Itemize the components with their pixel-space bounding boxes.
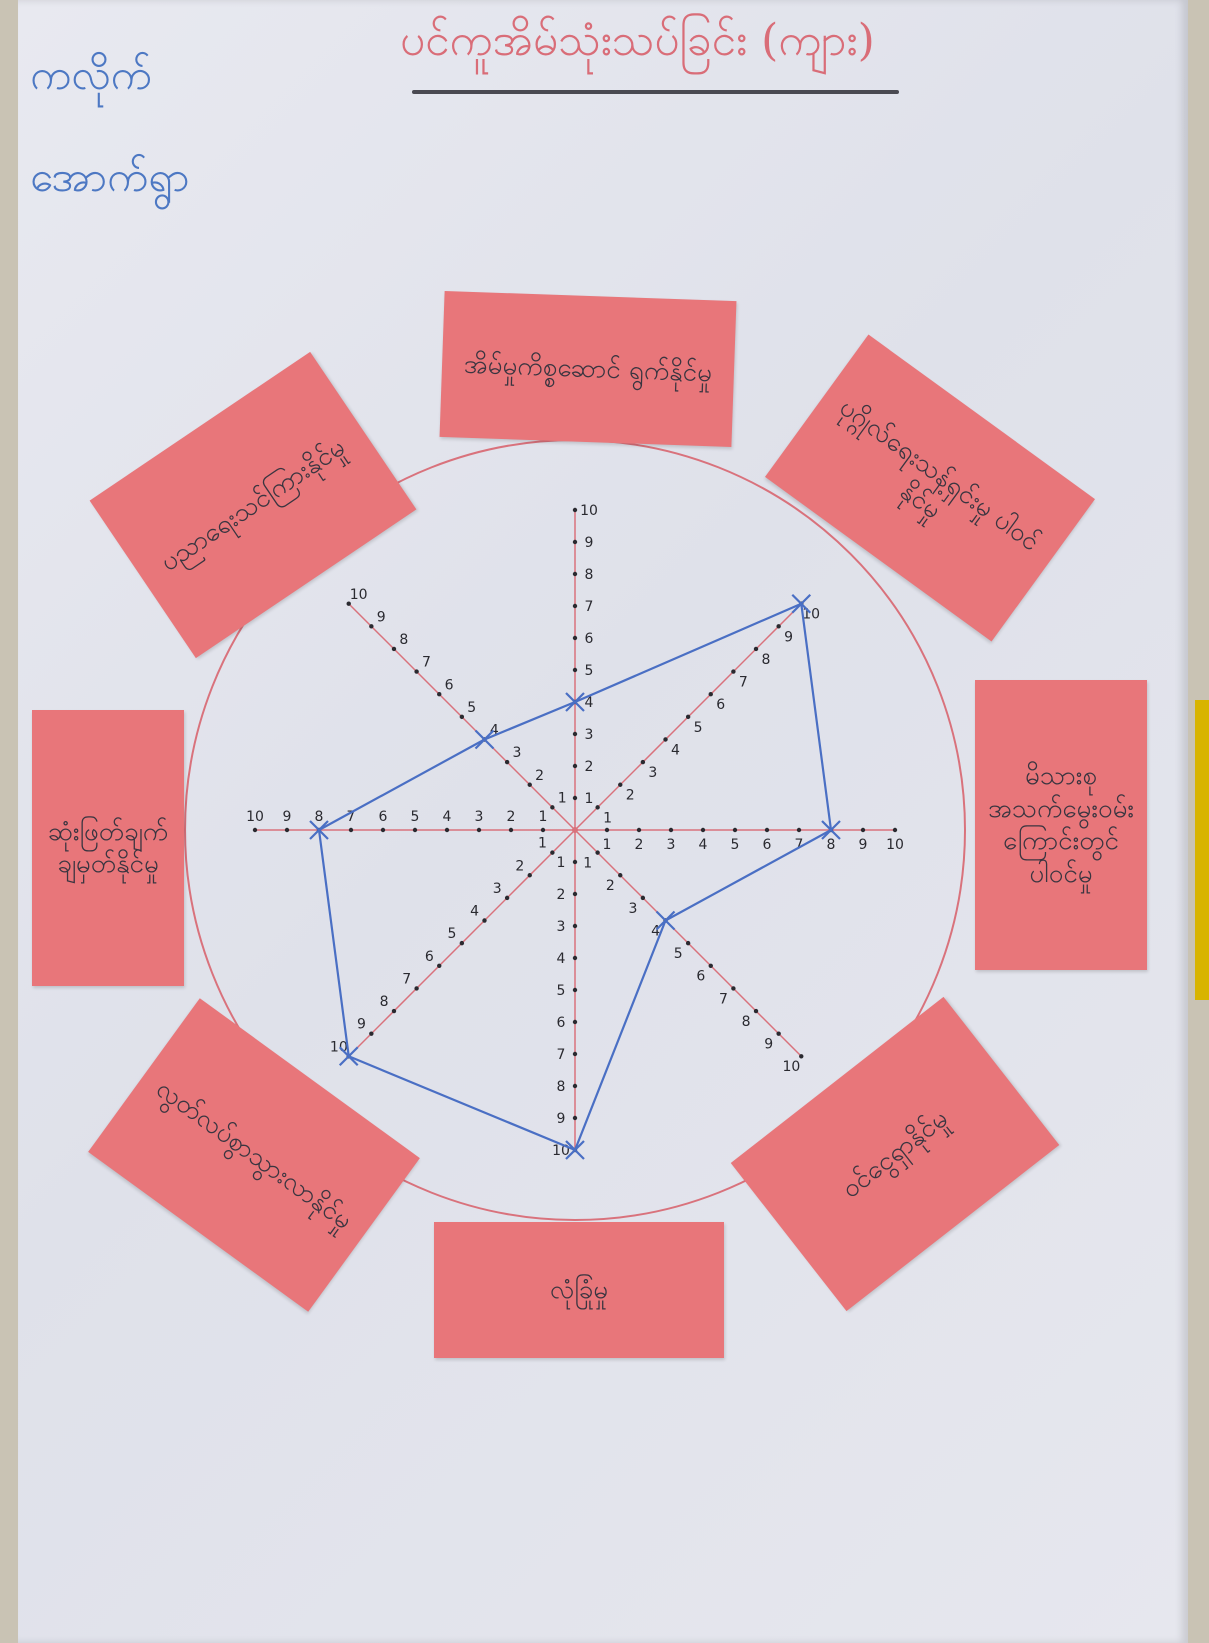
tick-mark (505, 896, 509, 900)
axis-label-text: မိသားစုအသက်မွေးဝမ်းကြောင်းတွင် ပါဝင်မှု (987, 761, 1135, 889)
tick-label: 1 (583, 855, 593, 872)
tick-label: 6 (584, 631, 594, 647)
tick-mark (776, 624, 780, 628)
tick-mark (709, 692, 713, 696)
tick-label: 2 (634, 837, 644, 853)
axis-label-card-3 (975, 680, 1147, 970)
tick-mark (392, 1009, 396, 1013)
tick-mark (686, 941, 690, 945)
tick-label: 7 (402, 971, 412, 988)
tick-label: 8 (761, 651, 771, 668)
tick-mark (573, 796, 577, 800)
tick-label: 7 (584, 599, 594, 615)
tick-label: 1 (602, 837, 612, 853)
tick-mark (460, 941, 464, 945)
tick-mark (893, 828, 897, 832)
tick-mark (573, 1052, 577, 1056)
tick-mark (776, 1031, 780, 1035)
tick-mark (445, 828, 449, 832)
tick-label: 2 (515, 858, 525, 875)
tick-label: 4 (651, 923, 661, 940)
tick-label: 10 (802, 606, 821, 623)
tick-mark (754, 1009, 758, 1013)
tick-label: 9 (584, 535, 594, 551)
tick-label: 2 (625, 787, 635, 804)
tick-label: 1 (538, 835, 547, 852)
tick-mark (595, 805, 599, 809)
corner-text-line-2: အောက်ရွာ (30, 152, 190, 201)
tick-mark (573, 956, 577, 960)
tick-mark (413, 828, 417, 832)
tick-label: 6 (556, 1015, 566, 1031)
tick-label: 5 (447, 926, 457, 943)
tick-label: 6 (762, 837, 772, 853)
tick-label: 3 (584, 727, 594, 743)
axis-label-text: ဆုံးဖြတ်ချက်ချမှတ်နိုင်မှု (47, 816, 169, 879)
tick-mark (573, 1020, 577, 1024)
tick-label: 5 (410, 809, 420, 825)
tick-label: 10 (580, 503, 598, 519)
tick-label: 8 (556, 1079, 566, 1095)
axis-label-text: ပုဂ္ဂိုလ်ရေးသန့်ရှင်းမှု ပါဝင်နိုင်မှု (834, 392, 1046, 558)
tick-mark (369, 624, 373, 628)
tick-mark (765, 828, 769, 832)
tick-label: 9 (556, 1111, 566, 1127)
tick-label: 8 (399, 632, 409, 649)
tick-mark (509, 828, 513, 832)
tick-label: 1 (538, 809, 548, 825)
axis-label-text: ပညာရေးသင်ကြားနိုင်မှု (155, 432, 351, 578)
tick-label: 4 (698, 837, 708, 853)
tick-mark (573, 924, 577, 928)
tick-mark (505, 760, 509, 764)
tick-mark (573, 636, 577, 640)
tick-label: 6 (424, 948, 434, 965)
tick-mark (550, 805, 554, 809)
tick-mark (797, 828, 801, 832)
tick-mark (550, 850, 554, 854)
tick-mark (414, 986, 418, 990)
tick-mark (528, 783, 532, 787)
tick-mark (253, 828, 257, 832)
tick-label: 9 (764, 1036, 774, 1053)
tick-label: 2 (556, 887, 566, 903)
tick-label: 9 (376, 609, 386, 626)
tick-mark (392, 647, 396, 651)
tick-label: 2 (506, 809, 516, 825)
tick-mark (573, 604, 577, 608)
tick-label: 10 (886, 837, 904, 853)
tick-mark (641, 896, 645, 900)
data-point-8 (475, 730, 493, 748)
tick-mark (477, 828, 481, 832)
tick-mark (414, 669, 418, 673)
tick-mark (663, 737, 667, 741)
tick-label: 5 (693, 719, 703, 736)
tick-label: 7 (422, 654, 431, 671)
tick-label: 4 (556, 951, 566, 967)
tick-label: 9 (858, 837, 868, 853)
tick-mark (573, 1084, 577, 1088)
tick-mark (573, 1116, 577, 1120)
tick-label: 7 (738, 674, 748, 691)
tick-label: 7 (719, 991, 728, 1008)
tick-label: 3 (492, 880, 502, 897)
tick-mark (482, 918, 486, 922)
tick-mark (573, 572, 577, 576)
tick-label: 8 (826, 837, 836, 853)
tick-label: 1 (556, 855, 566, 871)
tick-mark (701, 828, 705, 832)
tick-label: 9 (356, 1016, 366, 1033)
tick-label: 3 (556, 919, 566, 935)
tick-mark (573, 764, 577, 768)
tick-mark (381, 828, 385, 832)
tick-label: 2 (584, 759, 594, 775)
data-point-4 (657, 912, 675, 930)
tick-label: 9 (784, 629, 794, 646)
tick-mark (669, 828, 673, 832)
axis-label-card-1 (440, 291, 737, 447)
tick-label: 6 (716, 697, 726, 714)
tick-label: 1 (603, 810, 612, 827)
tick-mark (528, 873, 532, 877)
axis-label-card-7 (32, 710, 184, 986)
tick-mark (285, 828, 289, 832)
tick-label: 10 (329, 1039, 348, 1056)
tick-label: 5 (730, 837, 740, 853)
tick-label: 3 (648, 765, 658, 782)
axis-label-text: ဝင်ငွေရှာနိုင်မှု (836, 1103, 954, 1205)
tick-label: 10 (782, 1059, 801, 1076)
tick-mark (369, 1031, 373, 1035)
tick-label: 4 (489, 722, 499, 739)
tick-label: 4 (470, 903, 480, 920)
tick-label: 1 (557, 790, 567, 807)
tick-mark (861, 828, 865, 832)
tick-mark (641, 760, 645, 764)
tick-mark (618, 873, 622, 877)
axis-label-text: လွတ်လပ်စွာသွားလာနိုင်မှု (150, 1073, 358, 1236)
tick-label: 3 (512, 745, 522, 762)
tick-label: 5 (467, 699, 477, 716)
tick-mark (731, 986, 735, 990)
axis-label-text: လုံခြုံမှု (549, 1274, 609, 1305)
tick-mark (573, 668, 577, 672)
tick-mark (573, 892, 577, 896)
tick-label: 6 (696, 968, 706, 985)
tick-label: 7 (556, 1047, 566, 1063)
tick-mark (573, 988, 577, 992)
tick-label: 10 (349, 586, 368, 603)
tick-label: 10 (246, 809, 264, 825)
tick-mark (573, 540, 577, 544)
tick-mark (595, 850, 599, 854)
tick-label: 8 (741, 1013, 751, 1030)
tick-label: 5 (673, 946, 683, 963)
tick-mark (686, 715, 690, 719)
tick-mark (437, 692, 441, 696)
tick-mark (605, 828, 609, 832)
tick-mark (709, 964, 713, 968)
tick-mark (637, 828, 641, 832)
tick-mark (573, 860, 577, 864)
tick-mark (754, 647, 758, 651)
tick-label: 3 (666, 837, 676, 853)
tick-label: 5 (584, 663, 594, 679)
tick-mark (618, 783, 622, 787)
tick-label: 8 (584, 567, 594, 583)
tick-label: 4 (442, 809, 452, 825)
tick-label: 6 (444, 677, 454, 694)
corner-text-line-1: ကလိုက် (30, 50, 152, 99)
tick-label: 8 (379, 994, 389, 1011)
tick-label: 2 (605, 878, 615, 895)
tick-label: 10 (552, 1143, 570, 1159)
tick-mark (541, 828, 545, 832)
tick-mark (460, 715, 464, 719)
axis-label-card-5 (434, 1222, 724, 1358)
tick-label: 3 (628, 900, 638, 917)
tick-label: 1 (584, 791, 594, 807)
tick-mark (733, 828, 737, 832)
center-point (572, 827, 578, 833)
tick-mark (349, 828, 353, 832)
tick-label: 7 (794, 837, 804, 853)
tick-mark (731, 669, 735, 673)
tick-mark (573, 732, 577, 736)
tick-label: 4 (584, 695, 594, 711)
tick-label: 2 (535, 767, 545, 784)
tick-label: 8 (314, 809, 324, 825)
tick-label: 3 (474, 809, 484, 825)
axis-label-text: အိမ်မှုကိစ္စဆောင် ရွက်နိုင်မှု (463, 349, 713, 389)
tick-mark (437, 964, 441, 968)
tick-label: 6 (378, 809, 388, 825)
tick-label: 4 (670, 742, 680, 759)
tick-label: 7 (346, 809, 356, 825)
tick-label: 5 (556, 983, 566, 999)
page-title: ပင်ကူအိမ်သုံးသပ်ခြင်း (ကျား) (400, 15, 875, 66)
tick-mark (573, 508, 577, 512)
tick-mark (799, 1054, 803, 1058)
tick-label: 9 (282, 809, 292, 825)
